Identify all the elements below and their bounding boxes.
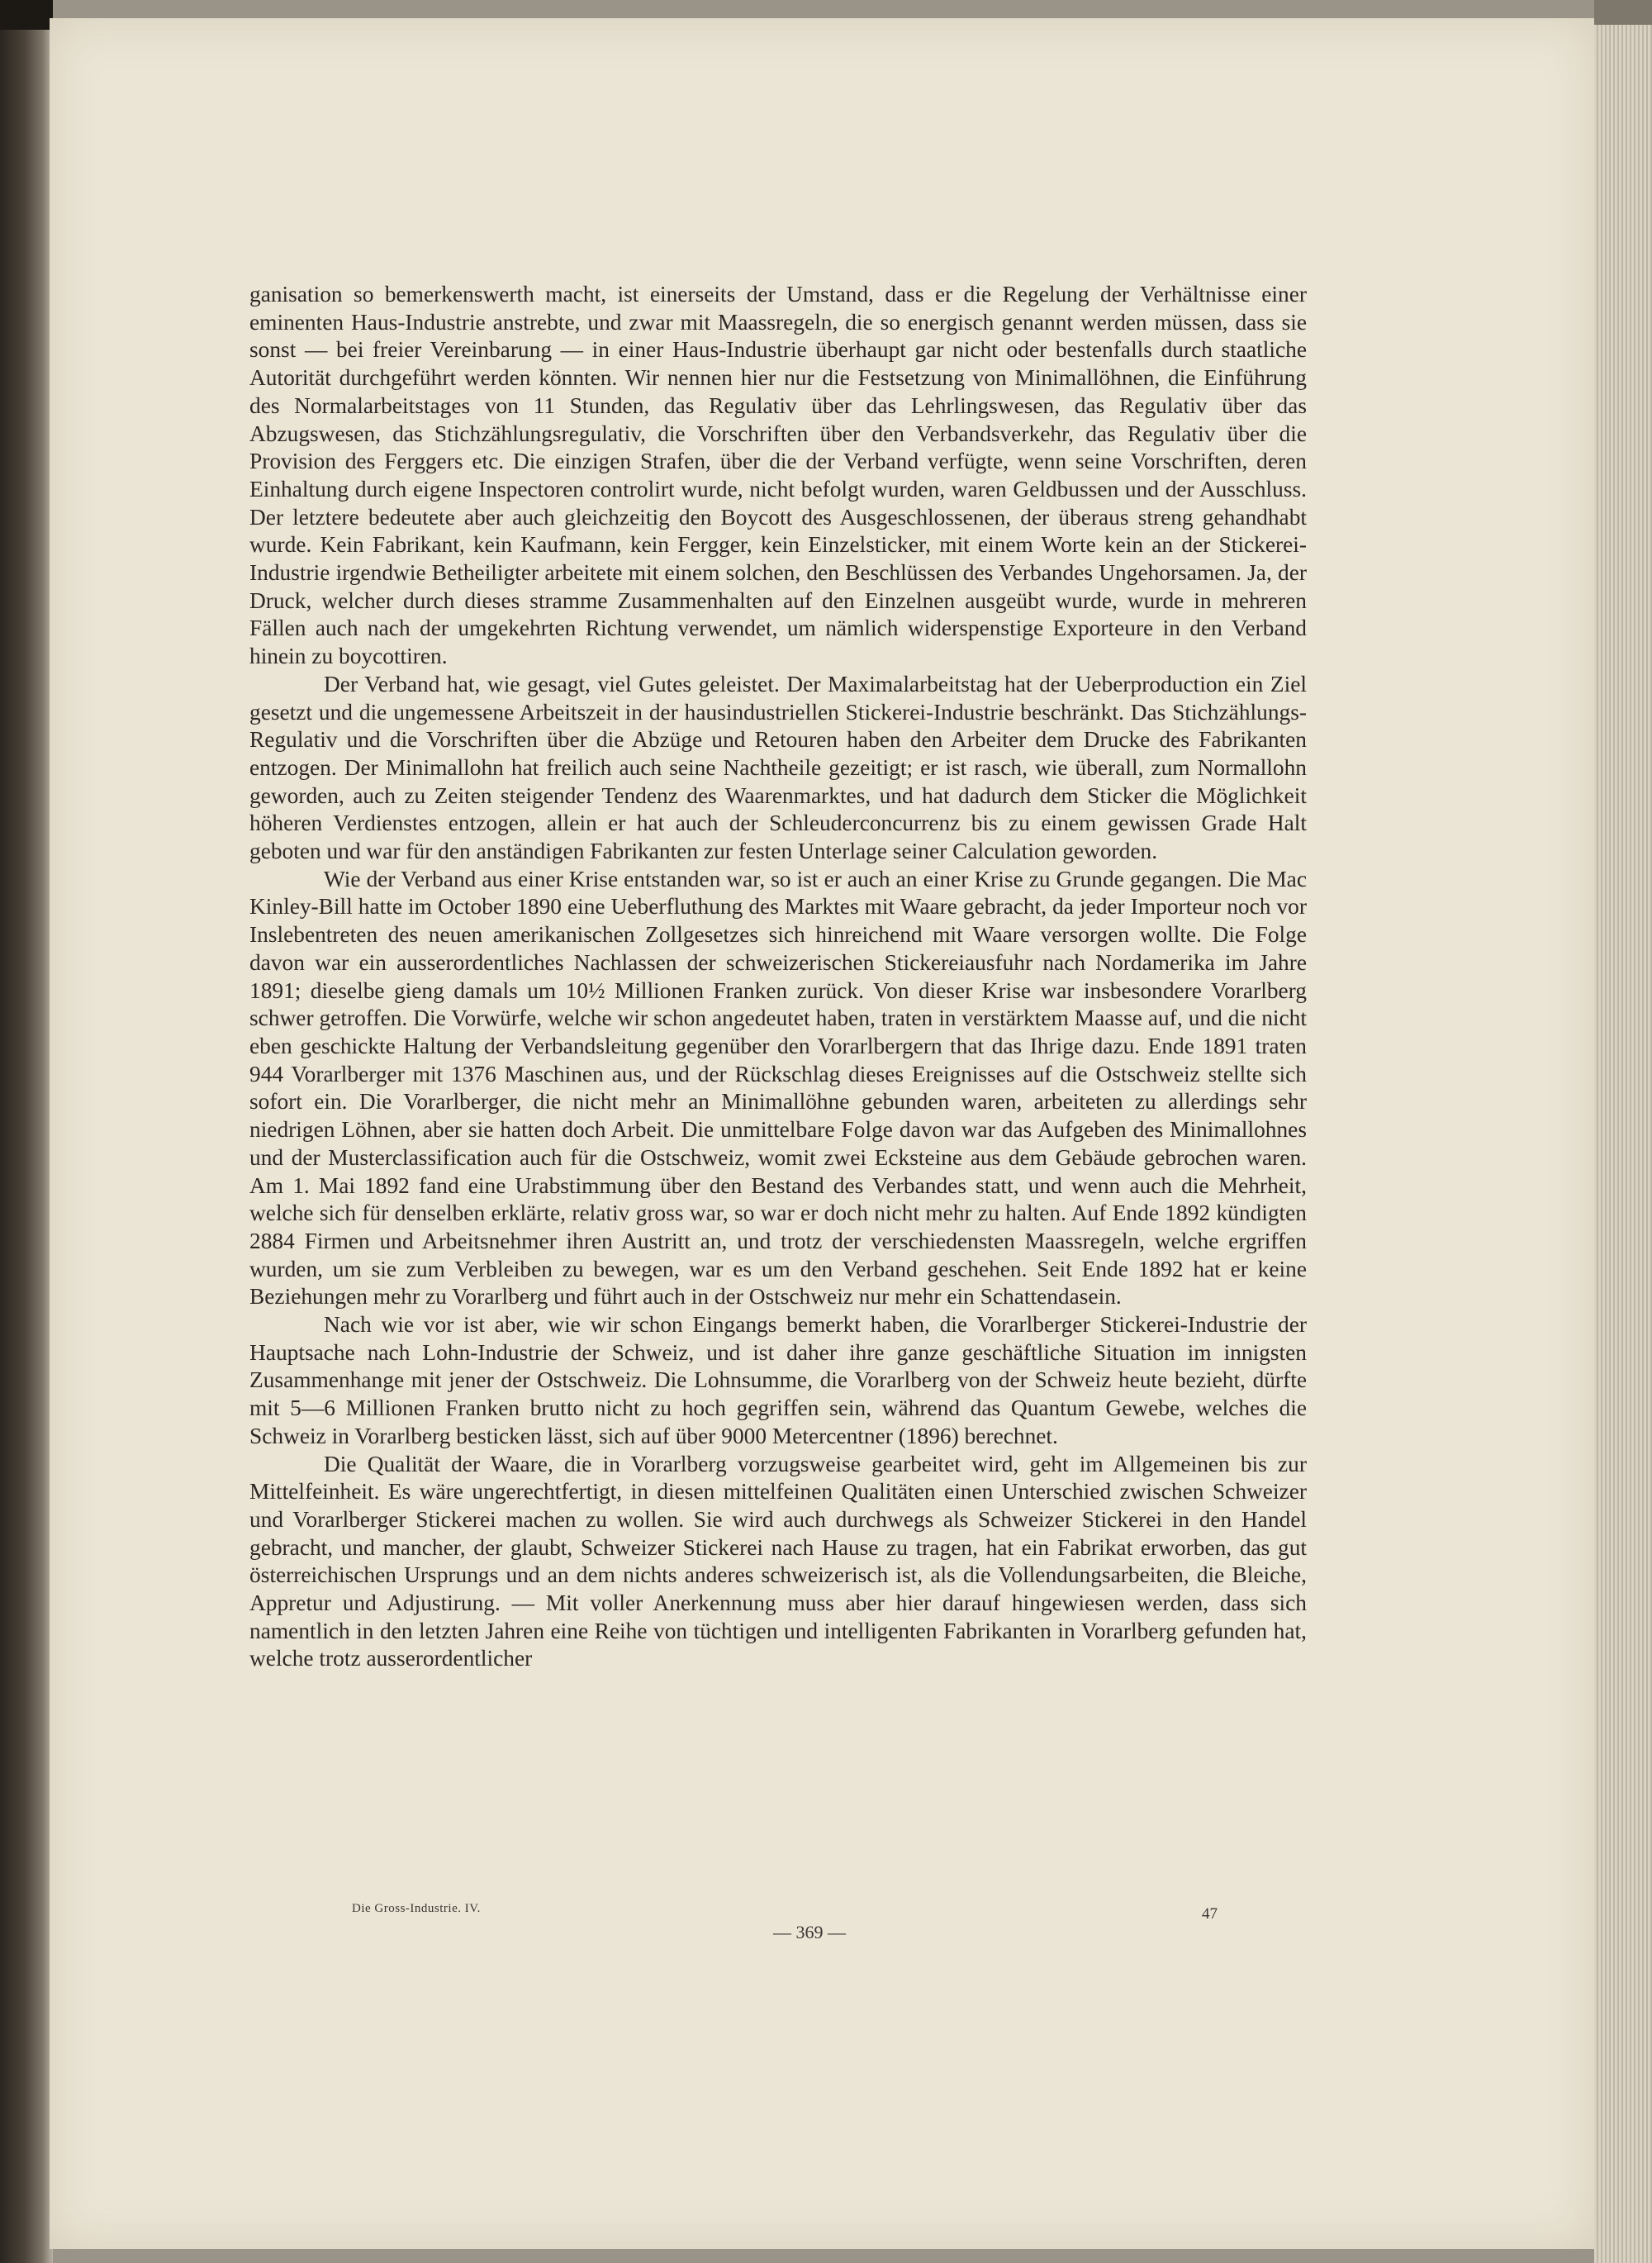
sheet-signature: Die Gross-Industrie. IV. (352, 1902, 481, 1915)
paragraph-2: Der Verband hat, wie gesagt, viel Gutes geleistet. Der Maximalarbeitstag hat der Ueberproduction ein Ziel gesetzt und die ungemessene Arbeitszeit in der hausindustriellen Stickerei-Industrie beschränkt. Das Stichzählungs-Regulativ und die Vorschriften über die Abzüge und Retouren haben den Arbeiter dem Drucke des Fabrikanten entzogen. Der Minimallohn hat freilich auch seine Nachtheile gezeitigt; er ist rasch, wie überall, zum Normallohn geworden, auch zu Zeiten steigender Tendenz des Waarenmarktes, und hat dadurch dem Sticker die Möglichkeit höheren Verdienstes entzogen, allein er hat auch der Schleuderconcurrenz bis zu einem gewissen Grade Halt geboten und war für den anständigen Fabrikanten zur festen Unterlage seiner Calculation geworden. (249, 671, 1307, 864)
body-text (249, 281, 1307, 1673)
page-edges-cap (1594, 0, 1652, 25)
paragraph-4: Nach wie vor ist aber, wie wir schon Eingangs bemerkt haben, die Vorarlberger Stickerei-Industrie der Hauptsache nach Lohn-Industrie der Schweiz, und ist daher ihre ganze geschäftliche Situation im innigsten Zusammenhange mit jener der Ostschweiz. Die Lohnsumme, die Vorarlberg von der Schweiz heute bezieht, dürfte mit 5—6 Millionen Franken brutto nicht zu hoch gegriffen sein, während das Quantum Gewebe, welches die Schweiz in Vorarlberg besticken lässt, sich auf über 9000 Metercentner (1896) berechnet. (249, 1312, 1307, 1448)
paragraph-1: ganisation so bemerkenswerth macht, ist einerseits der Umstand, dass er die Regelung der Verhältnisse einer eminenten Haus-Industrie anstrebte, und zwar mit Maassregeln, die so energisch genannt werden müssen, dass sie sonst — bei freier Vereinbarung — in einer Haus-Industrie überhaupt gar nicht oder bestenfalls durch staatliche Autorität durchgeführt werden könnten. Wir nennen hier nur die Festsetzung von Minimallöhnen, die Einführung des Normalarbeitstages von 11 Stunden, das Regulativ über das Lehrlingswesen, das Regulativ über das Abzugswesen, das Stichzählungsregulativ, die Vorschriften über den Verbandsverkehr, das Regulativ über die Provision des Ferggers etc. Die einzigen Strafen, über die der Verband verfügte, wenn seine Vorschriften, deren Einhaltung durch eigene Inspectoren controlirt wurde, nicht befolgt wurden, waren Geldbussen und der Ausschluss. Der letztere bedeutete aber auch gleichzeitig den Boycott des Ausgeschlossenen, der überaus streng gehandhabt wurde. Kein Fabrikant, kein Kaufmann, kein Fergger, kein Einzelsticker, mit einem Worte kein an der Stickerei-Industrie irgendwie Betheiligter arbeitete mit einem solchen, den Beschlüssen des Verbandes Ungehorsamen. Ja, der Druck, welcher durch dieses stramme Zusammenhalten auf den Einzelnen ausgeübt wurde, wurde in mehreren Fällen auch nach der umgekehrten Richtung verwendet, um nämlich widerspenstige Exporteure in den Verband hinein zu boycottiren. (249, 282, 1307, 669)
paragraph-5: Die Qualität der Waare, die in Vorarlberg vorzugsweise gearbeitet wird, geht im Allgemeinen bis zur Mittelfeinheit. Es wäre ungerechtfertigt, in diesen mittelfeinen Qualitäten einen Unterschied zwischen Schweizer und Vorarlberger Stickerei machen zu wollen. Sie wird auch durchwegs als Schweizer Stickerei in den Handel gebracht, und mancher, der glaubt, Schweizer Stickerei nach Hause zu tragen, hat ein Fabrikat erworben, das gut österreichischen Ursprungs und an dem nichts anderes schweizerisch ist, als die Vollendungsarbeiten, die Bleiche, Appretur und Adjustirung. — Mit voller Anerkennung muss aber hier darauf hingewiesen werden, dass sich namentlich in den letzten Jahren eine Reihe von tüchtigen und intelligenten Fabrikanten in Vorarlberg gefunden hat, welche trotz ausserordentlicher (249, 1451, 1307, 1671)
paragraph-3: Wie der Verband aus einer Krise entstanden war, so ist er auch an einer Krise zu Grunde gegangen. Die Mac Kinley-Bill hatte im October 1890 eine Ueberfluthung des Marktes mit Waare gebracht, da jeder Importeur noch vor Inslebentreten des neuen amerikanischen Zollgesetzes sich hinreichend mit Waare versorgen wollte. Die Folge davon war ein ausserordentliches Nachlassen der schweizerischen Stickereiausfuhr nach Nordamerika im Jahre 1891; dieselbe gieng damals um 10½ Millionen Franken zurück. Von dieser Krise war insbesondere Vorarlberg schwer getroffen. Die Vorwürfe, welche wir schon angedeutet haben, traten in verstärktem Maasse auf, und die nicht eben geschickte Haltung der Verbandsleitung gegenüber den Vorarlbergern that das Ihrige dazu. Ende 1891 traten 944 Vorarlberger mit 1376 Maschinen aus, und der Rückschlag dieses Ereignisses auf die Ostschweiz stellte sich sofort ein. Die Vorarlberger, die nicht mehr an Minimallöhne gebunden waren, arbeiteten zu allerdings sehr niedrigen Löhnen, aber sie hatten doch Arbeit. Die unmittelbare Folge davon war das Aufgeben des Minimallohnes und der Musterclassification auch für die Ostschweiz, womit zwei Ecksteine aus dem Gebäude gebrochen waren. Am 1. Mai 1892 fand eine Urabstimmung über den Bestand des Verbandes statt, und wenn auch die Mehrheit, welche sich für denselben erklärte, relativ gross war, so war er doch nicht mehr zu halten. Auf Ende 1892 kündigten 2884 Firmen und Arbeitsnehmer ihren Austritt an, und trotz der verschiedensten Maassregeln, welche ergriffen wurden, um sie zum Verbleiben zu bewegen, war es um den Verband geschehen. Seit Ende 1892 hat er keine Beziehungen mehr zu Vorarlberg und führt auch in der Ostschweiz nur mehr ein Schattendasein. (249, 866, 1307, 1310)
sheet-number: 47 (1202, 1905, 1218, 1923)
page-number: — 369 — (773, 1922, 846, 1942)
book-spine (0, 0, 53, 2263)
spine-tab (0, 0, 53, 30)
page-edges (1594, 25, 1652, 2263)
